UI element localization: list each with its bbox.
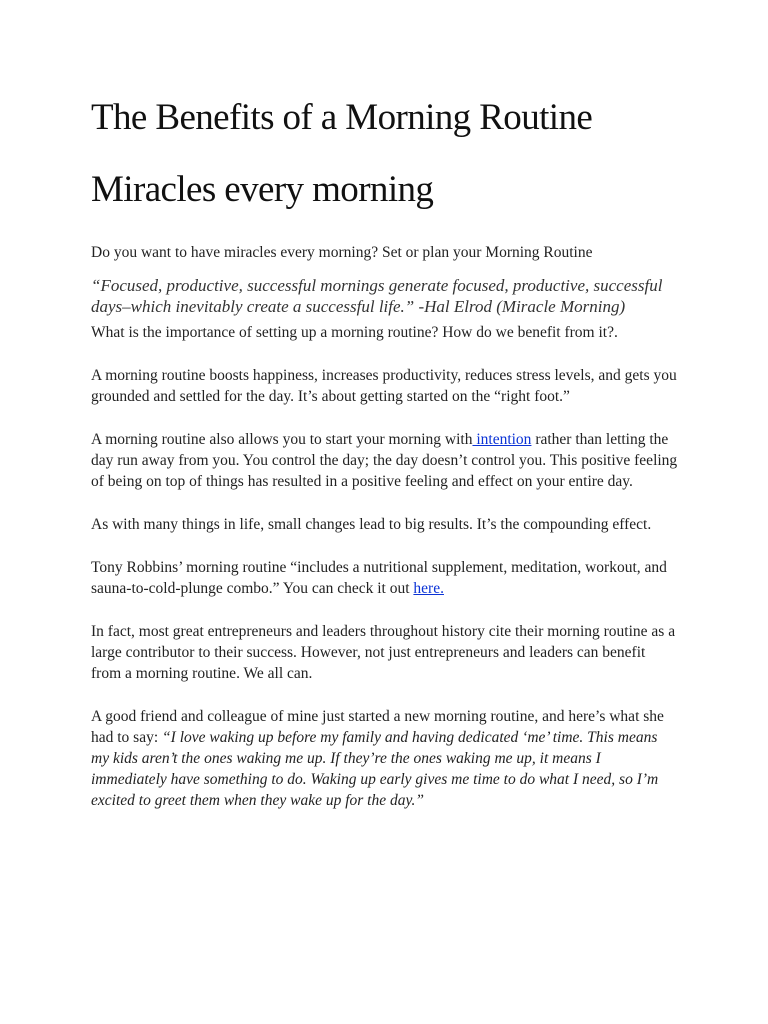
entrepreneurs-paragraph: In fact, most great entrepreneurs and leaders throughout history cite their morning routine as a large contributor to their success. However, not just entrepreneurs and leaders can benefit from a morning routine. We all can. xyxy=(91,623,676,682)
question-paragraph: What is the importance of setting up a morning routine? How do we benefit from it?. xyxy=(91,324,618,341)
intention-text-before: A morning routine also allows you to start your morning with xyxy=(91,431,473,448)
friend-text: A good friend and colleague of mine just started a new morning routine, and here’s what she had to say: xyxy=(91,708,664,746)
page-title: The Benefits of a Morning Routine xyxy=(91,97,593,138)
hal-elrod-quote: “Focused, productive, successful mornings generate focused, productive, successful days–which inevitably create a successful life.” -Hal Elrod (Miracle Morning) xyxy=(91,276,663,316)
compounding-paragraph: As with many things in life, small changes lead to big results. It’s the compounding effect. xyxy=(91,516,652,533)
robbins-text: Tony Robbins’ morning routine “includes a nutritional supplement, meditation, workout, and sauna-to-cold-plunge combo.” You can check it out xyxy=(91,559,667,597)
intention-paragraph xyxy=(91,429,678,492)
boosts-paragraph: A morning routine boosts happiness, increases productivity, reduces stress levels, and gets you grounded and settled for the day. It’s about getting started on the “right foot.” xyxy=(91,367,677,405)
friend-quote: “I love waking up before my family and having dedicated ‘me’ time. This means my kids aren’t the ones waking me up. If they’re the ones waking me up, it means I immediately have something to do. Waking up early gives me time to do what I need, so I’m excited to greet them when they wake up for the day.” xyxy=(91,729,659,809)
friend-paragraph xyxy=(91,706,678,811)
intro-paragraph: Do you want to have miracles every morning? Set or plan your Morning Routine xyxy=(91,244,593,261)
intention-link[interactable]: intention xyxy=(472,431,532,448)
robbins-paragraph xyxy=(91,557,678,599)
here-link[interactable]: here. xyxy=(413,580,444,597)
intention-text-after: rather than letting the day run away from you. You control the day; the day doesn’t control you. This positive feeling of being on top of things has resulted in a positive feeling and effect on your entire day. xyxy=(91,431,678,490)
section-heading: Miracles every morning xyxy=(91,169,434,210)
